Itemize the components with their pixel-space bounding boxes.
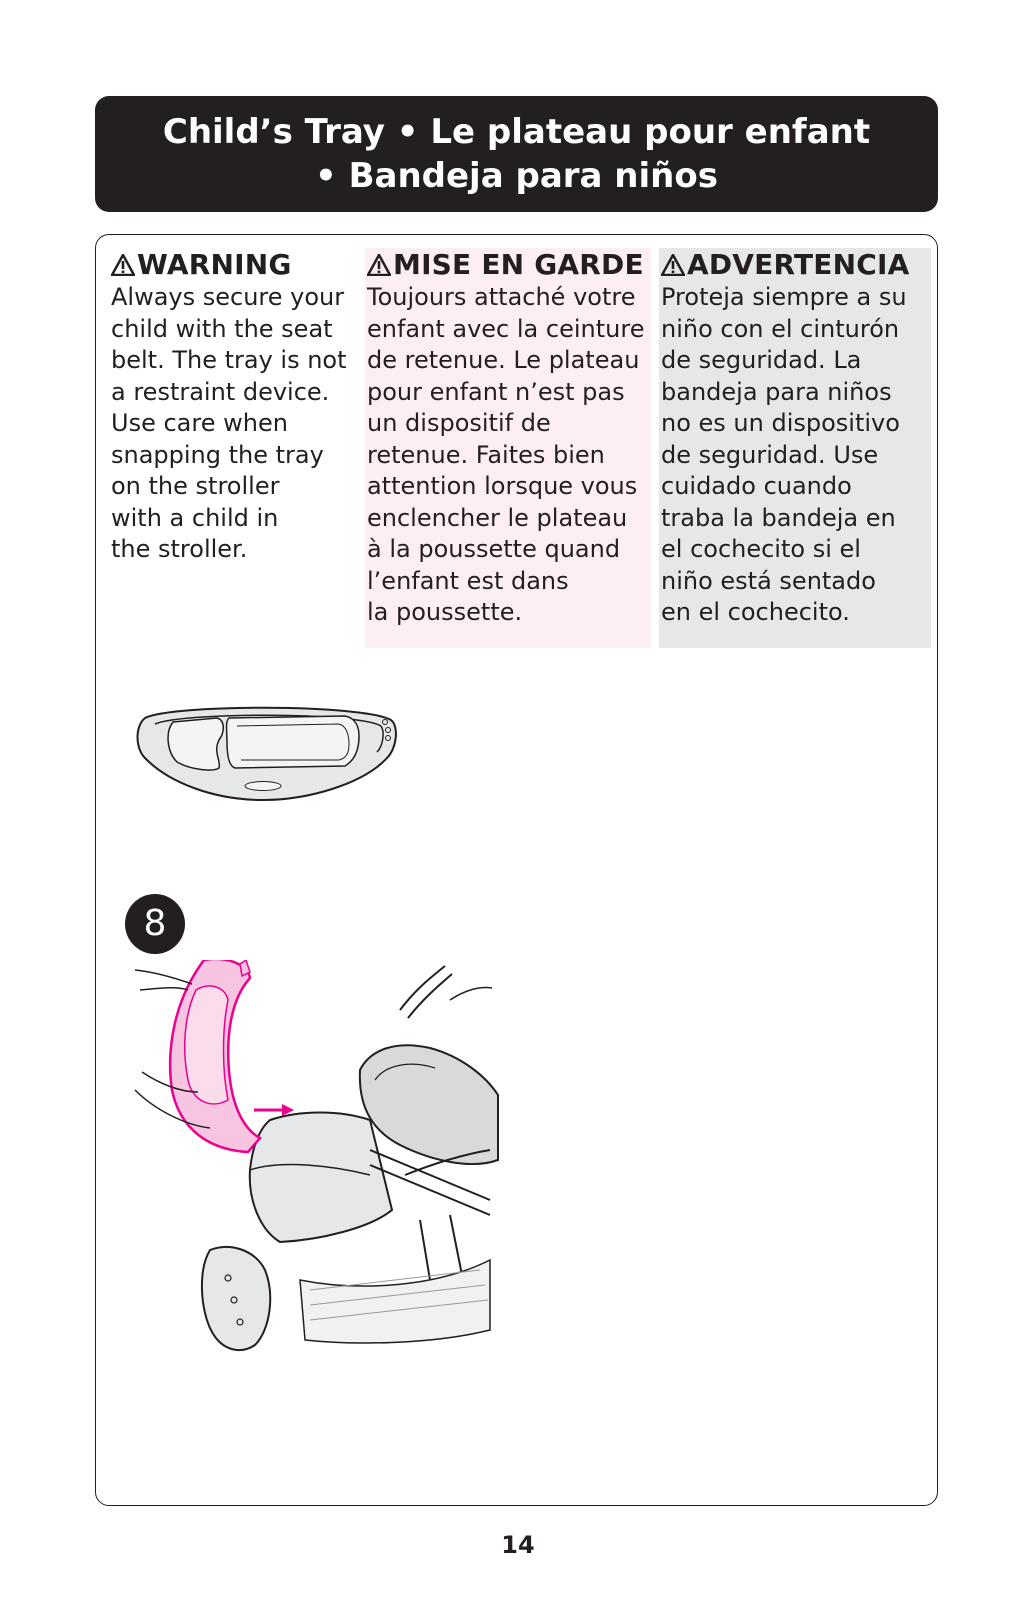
warning-line: the stroller. xyxy=(111,535,248,563)
warning-line: pour enfant n’est pas xyxy=(367,377,625,406)
warning-line: de seguridad. La xyxy=(661,346,862,374)
warning-line: Proteja siempre a su xyxy=(661,283,907,311)
warning-triangle-icon xyxy=(661,254,685,276)
warning-line: niño con el cinturón xyxy=(661,314,900,343)
warning-spanish xyxy=(659,248,931,648)
warning-line: en el cochecito. xyxy=(661,598,850,626)
warning-line: el cochecito si el xyxy=(661,535,861,563)
warning-triangle-icon xyxy=(111,254,135,276)
warning-line: niño está sentado xyxy=(661,566,876,595)
warning-line: bandeja para niños xyxy=(661,377,892,406)
warning-line: on the stroller xyxy=(111,472,280,500)
warning-line: de seguridad. Use xyxy=(661,440,879,469)
warning-line: belt. The tray is not xyxy=(111,346,347,374)
warning-line: la poussette. xyxy=(367,598,523,626)
warning-triangle-icon xyxy=(367,254,391,276)
warning-line: snapping the tray xyxy=(111,440,324,469)
step-number-badge: 8 xyxy=(125,894,185,954)
warning-english-heading xyxy=(111,248,351,282)
warning-line: child with the seat xyxy=(111,314,333,343)
warning-line: attention lorsque vous xyxy=(367,472,638,500)
warning-french-heading-text: MISE EN GARDE xyxy=(393,248,644,281)
warning-english-body xyxy=(111,282,351,566)
warning-french-body xyxy=(367,282,651,629)
warning-line: de retenue. Le plateau xyxy=(367,346,640,374)
warning-line: traba la bandeja en xyxy=(661,503,896,532)
warning-line: Use care when xyxy=(111,409,288,437)
warning-line: no es un dispositivo xyxy=(661,409,900,437)
warning-line: with a child in xyxy=(111,503,279,532)
warning-french-heading xyxy=(367,248,651,282)
warning-french xyxy=(365,248,651,648)
section-title-bar xyxy=(95,96,938,212)
warning-line: retenue. Faites bien xyxy=(367,440,605,469)
warning-line: enclencher le plateau xyxy=(367,503,628,532)
child-tray-illustration xyxy=(133,696,403,806)
section-title-line-2: • Bandeja para niños xyxy=(315,156,718,196)
warning-spanish-heading xyxy=(661,248,931,282)
warning-line: à la poussette quand xyxy=(367,535,621,563)
warning-spanish-heading-text: ADVERTENCIA xyxy=(687,248,910,281)
warning-spanish-body xyxy=(661,282,931,629)
warning-line: un dispositif de xyxy=(367,409,551,437)
warning-line: a restraint device. xyxy=(111,377,330,406)
section-title-line-1: Child’s Tray • Le plateau pour enfant xyxy=(162,112,871,152)
page-number: 14 xyxy=(501,1531,535,1559)
warning-line: enfant avec la ceinture xyxy=(367,314,645,343)
warning-line: Always secure your xyxy=(111,283,345,311)
warning-english xyxy=(111,248,351,566)
warning-line: Toujours attaché votre xyxy=(367,283,636,311)
stroller-tray-attach-illustration xyxy=(130,960,510,1370)
warning-line: l’enfant est dans xyxy=(367,566,569,595)
warning-line: cuidado cuando xyxy=(661,472,852,500)
warning-english-heading-text: WARNING xyxy=(137,248,292,281)
